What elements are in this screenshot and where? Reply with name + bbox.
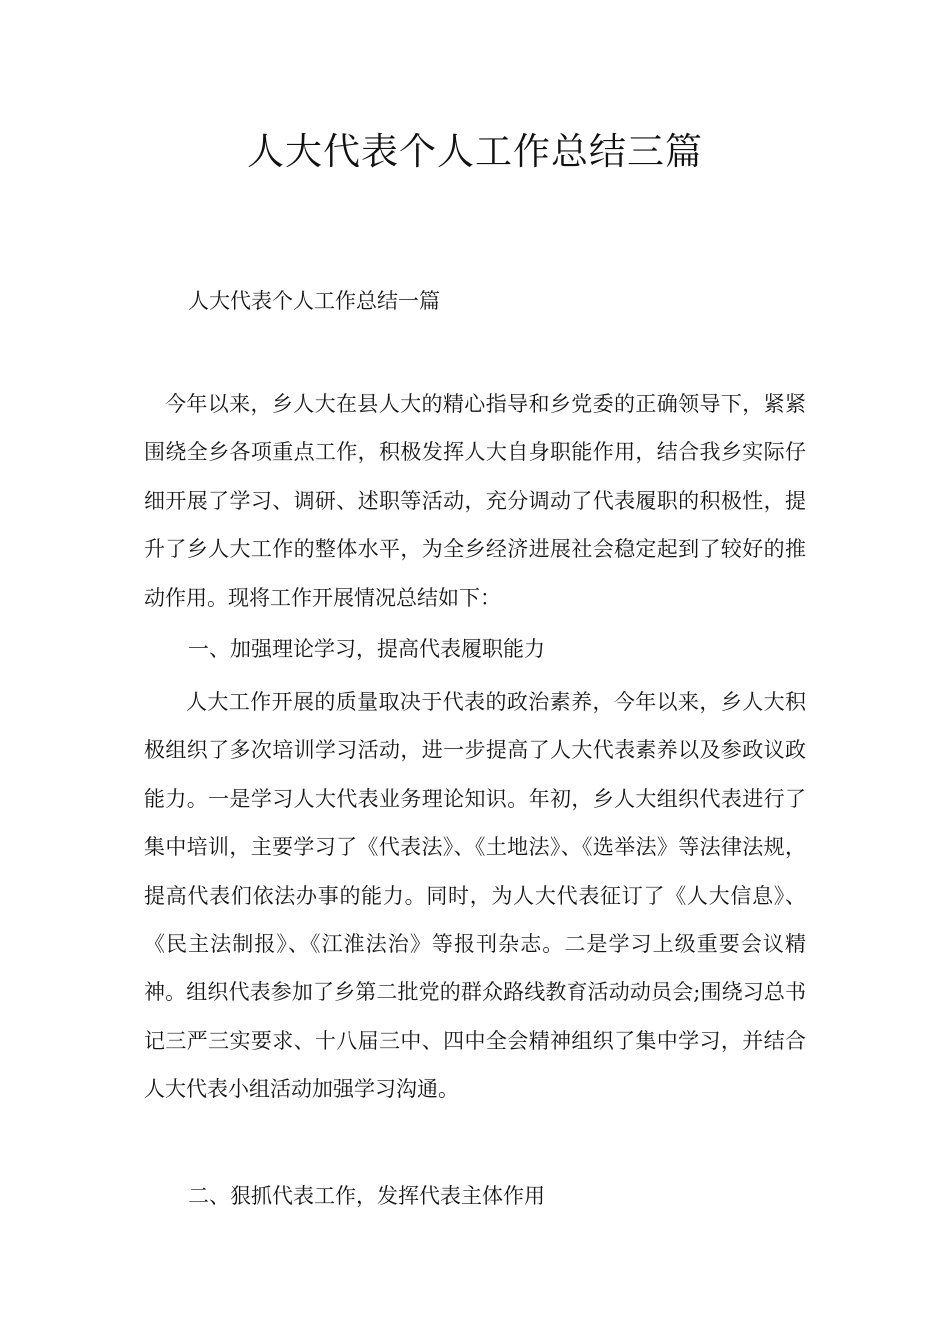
section-heading-1: 一、加强理论学习，提高代表履职能力 [188, 637, 545, 661]
paragraph-intro: 今年以来，乡人大在县人大的精心指导和乡党委的正确领导下，紧紧围绕全乡各项重点工作，积极发挥人大自身职能作用，结合我乡实际仔细开展了学习、调研、述职等活动，充分调动了代表履职的积极性，提升了乡人大工作的整体水平，为全乡经济进展社会稳定起到了较好的推动作用。现将工作开展情况总结如下： [144, 392, 806, 610]
document-title: 人大代表个人工作总结三篇 [247, 130, 703, 173]
paragraph-study: 人大工作开展的质量取决于代表的政治素养，今年以来，乡人大积极组织了多次培训学习活动，进一步提高了人大代表素养以及参政议政能力。一是学习人大代表业务理论知识。年初，乡人大组织代表进行了集中培训，主要学习了《代表法》、《土地法》、《选举法》等法律法规，提高代表们依法办事的能力。同时，为人大代表征订了《人大信息》、《民主法制报》、《江淮法治》等报刊杂志。二是学习上级重要会议精神。组织代表参加了乡第二批党的群众路线教育活动动员会;围绕习总书记三严三实要求、十八届三中、四中全会精神组织了集中学习，并结合人大代表小组活动加强学习沟通。 [144, 690, 806, 1102]
document-subtitle: 人大代表个人工作总结一篇 [188, 289, 440, 313]
section-heading-2: 二、狠抓代表工作，发挥代表主体作用 [188, 1184, 545, 1208]
